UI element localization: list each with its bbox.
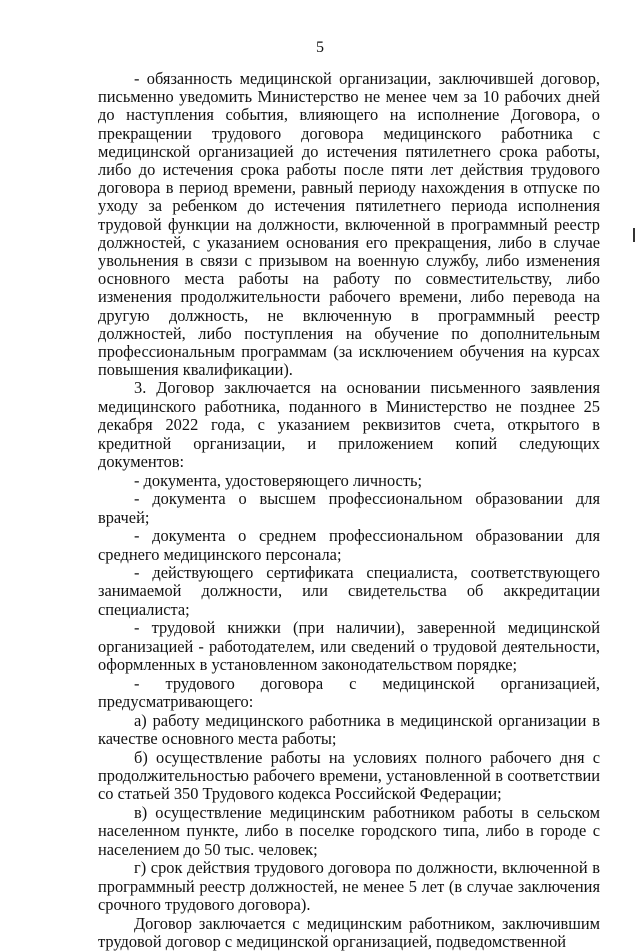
paragraph-contract-concluded: Договор заключается с медицинским работником, заключившим трудовой договор с медицинской организацией, подведомственной — [98, 913, 600, 952]
document-body — [98, 70, 600, 952]
list-item-employment-contract: - трудового договора с медицинской организацией, предусматривающего: — [98, 673, 600, 712]
paragraph-contract-basis: 3. Договор заключается на основании письменного заявления медицинского работника, поданного в Министерство не позднее 25 декабря 2022 года, с указанием реквизитов счета, открытого в кредитной организации, и приложением копий следующих документов: — [98, 378, 600, 472]
list-item-specialist-certificate: - действующего сертификата специалиста, соответствующего занимаемой должности, или свидетельства об аккредитации специалиста; — [98, 562, 600, 619]
sub-item-g: г) срок действия трудового договора по должности, включенной в программный реестр должностей, не менее 5 лет (в случае заключения срочного трудового договора). — [98, 858, 600, 915]
sub-item-v: в) осуществление медицинским работником работы в сельском населенном пункте, либо в поселке городского типа, либо в городе с населением до 50 тыс. человек; — [98, 802, 600, 859]
list-item-employment-record: - трудовой книжки (при наличии), заверенной медицинской организацией - работодателем, или сведений о трудовой деятельности, оформленных в установленном законодательством порядке; — [98, 618, 600, 675]
list-item-higher-education: - документа о высшем профессиональном образовании для врачей; — [98, 489, 600, 527]
list-item-identity-document: - документа, удостоверяющего личность; — [134, 470, 423, 490]
sub-item-a: а) работу медицинского работника в медицинской организации в качестве основного места работы; — [98, 710, 600, 749]
scan-margin-mark — [633, 228, 635, 242]
page-number: 5 — [316, 39, 324, 56]
sub-item-b: б) осуществление работы на условиях полного рабочего дня с продолжительностью рабочего времени, установленной в соответствии со статьей 350 Трудового кодекса Российской Федерации; — [98, 747, 600, 804]
list-item-secondary-education: - документа о среднем профессиональном образовании для среднего медицинского персонала; — [98, 526, 600, 564]
paragraph-notification-obligation: - обязанность медицинской организации, заключившей договор, письменно уведомить Министерство не менее чем за 10 рабочих дней до наступления события, влияющего на исполнение Договора, о прекращении трудового договора медицинского работника с медицинской организацией до истечения пятилетнего срока работы, либо до истечения срока работы после пяти лет действия трудового договора в период времени, равный периоду нахождения в отпуске по уходу за ребенком до истечения пятилетнего периода исполнения трудовой функции на должности, включенной в программный реестр должностей, с указанием основания его прекращения, либо в случае увольнения в связи с призывом на военную службу, либо изменения основного места работы на работу по совместительству, либо изменения продолжительности рабочего времени, либо перевода на другую должность, не включенную в программный реестр должностей, либо поступления на обучение по дополнительным профессиональным программам (за исключением обучения на курсах повышения квалификации). — [98, 69, 600, 380]
